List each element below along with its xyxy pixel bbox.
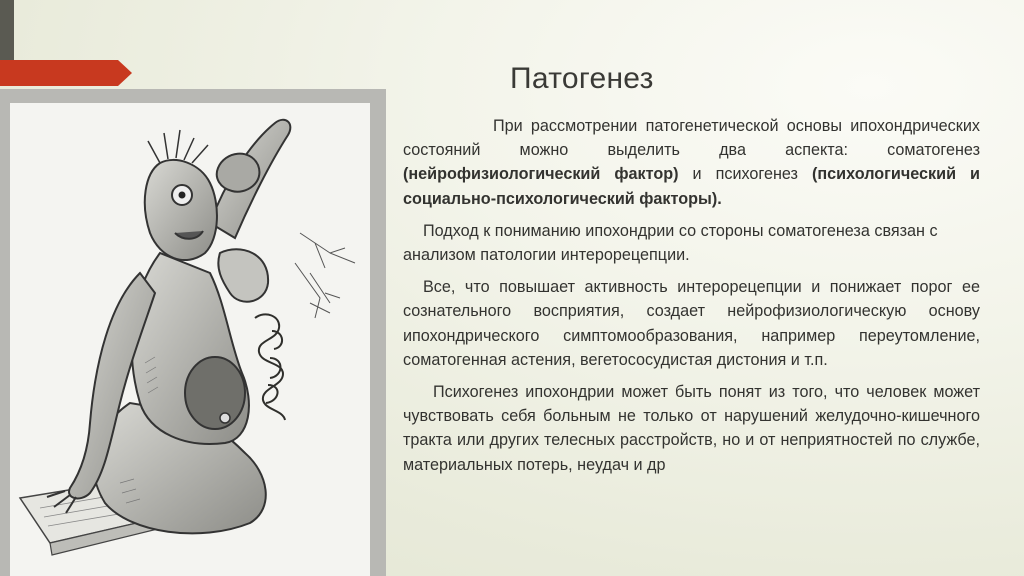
hypochondria-illustration xyxy=(10,103,370,576)
p1-bold-psychogenesis: (психологический и социально-психологический факторы). xyxy=(403,165,980,208)
decorative-left-strip xyxy=(0,0,14,68)
illustration-frame xyxy=(0,89,386,576)
paragraph-somatogenesis-approach: Подход к пониманию ипохондрии со стороны соматогенеза связан с анализом патологии интерорецепции. xyxy=(403,221,938,265)
title-accent-banner xyxy=(0,60,132,86)
paragraph-pathogenesis-aspects xyxy=(403,114,980,211)
slide-title: Патогенез xyxy=(510,62,654,95)
p1-text-c: и психогенез xyxy=(678,165,812,184)
paragraph-psychogenesis: Психогенез ипохондрии может быть понят из того, что человек может чувствовать себя больным не только от нарушений желудочно-кишечного тракта или других телесных расстройств, но и от неприятностей по службе, материальных потерь, неудач и др xyxy=(403,383,980,474)
p1-bold-somatogenesis: (нейрофизиологический фактор) xyxy=(403,165,679,184)
paragraph-interoreception: Все, что повышает активность интерорецепции и понижает порог ее сознательного восприятия, создает нейрофизиологическую основу ипохондрического симптомообразования, например переутомление, соматогенная астения, вегетососудистая дистония и т.п. xyxy=(403,278,980,369)
p1-text-a: При рассмотрении патогенетической основы ипохондрических состояний можно выделить два аспекта: соматогенез xyxy=(403,117,980,160)
anatomical-figure-icon xyxy=(10,103,370,576)
slide-body-text xyxy=(403,114,980,477)
